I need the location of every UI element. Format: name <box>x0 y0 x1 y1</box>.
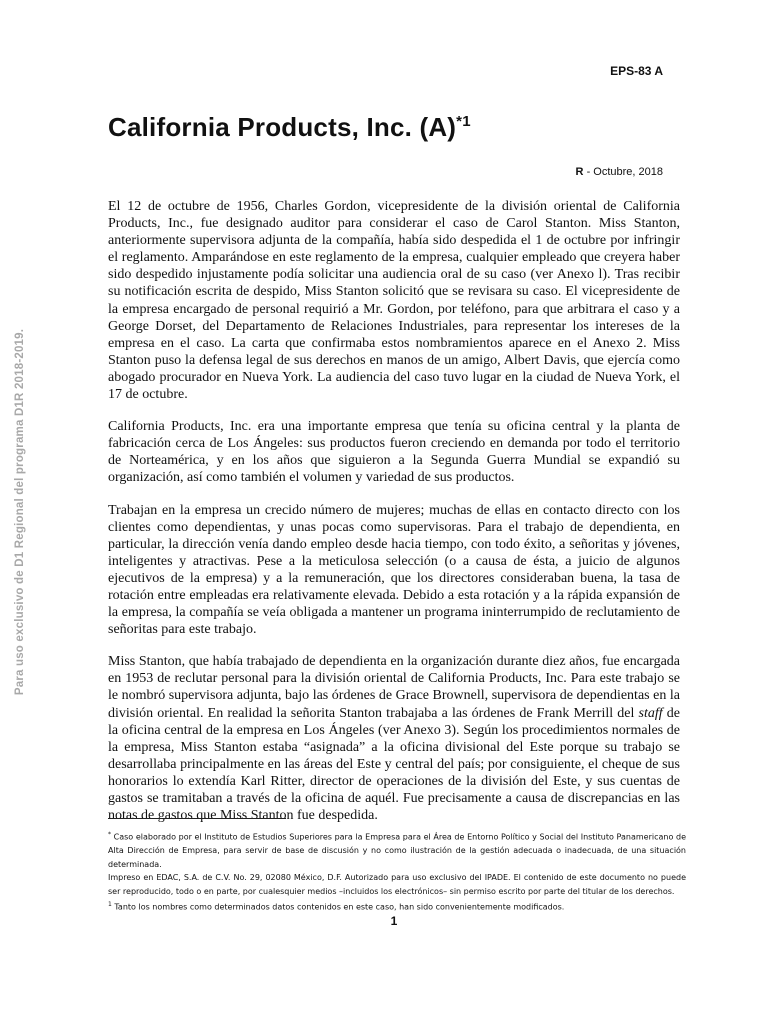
footnote-divider <box>108 818 286 819</box>
footnote-names-text: Tanto los nombres como determinados datos contenidos en este caso, han sido convenientemente modificados. <box>111 902 565 912</box>
footnote-case-text: Caso elaborado por el Instituto de Estudios Superiores para la Empresa para el Área de Entorno Político y Social del Instituto Panamericano de Alta Dirección de Empresa, para servir de base de discusión y no como ilustración de la gestión adecuada o inadecuada, de una situación determinada. <box>108 832 686 869</box>
sidebar-watermark-note: Para uso exclusivo de D1 Regional del programa D1R 2018-2019. <box>14 328 26 696</box>
paragraph-3: Trabajan en la empresa un crecido número de mujeres; muchas de ellas en contacto directo con los clientes como dependientas, y unas pocas como supervisoras. Para el trabajo de dependienta, en particular, la dirección venía dando empleo desde hacia tiempo, con todo éxito, a señoritas y jóvenes, inteligentes y atractivas. Pese a la meticulosa selección (o a causa de ésta, a juicio de algunos ejecutivos de la empresa) y a la remuneración, que los directores consideraban buena, la tasa de rotación entre empleadas era relativamente elevada. Debido a esta rotación y a la rápida expansión de la empresa, la compañía se veía obligada a mantener un programa ininterrumpido de reclutamiento de señoritas para este trabajo. <box>108 502 680 638</box>
document-title <box>108 112 471 143</box>
document-body <box>108 198 680 839</box>
footnote-case <box>108 828 686 871</box>
document-code: EPS-83 A <box>610 64 663 78</box>
staff-italic: staff <box>638 705 663 721</box>
revision-line <box>576 166 663 178</box>
footnotes <box>108 828 686 914</box>
footnote-names <box>108 898 686 914</box>
revision-prefix: R <box>575 166 584 178</box>
revision-date: - Octubre, 2018 <box>586 166 663 178</box>
footnote-case-marker: * <box>108 831 111 838</box>
title-footnote-marker: *1 <box>456 113 471 130</box>
footnote-names-marker: 1 <box>108 901 112 909</box>
title-text: California Products, Inc. (A) <box>108 112 457 142</box>
page-number: 1 <box>390 914 398 928</box>
paragraph-4-part-b: de la oficina central de la empresa en Los Ángeles (ver Anexo 3). Según los procedimientos normales de la empresa, Miss Stanton estaba “asignada” a la oficina divisional del Este porque su trabajo se desarrollaba principalmente en las áreas del Este y central del país; por consiguiente, el cheque de sus honorarios lo extendía Karl Ritter, director de operaciones de la división del Este, y sus cuentas de gastos se tramitaban a través de la oficina de aquél. Fue precisamente a causa de discrepancias en las notas de gastos que Miss Stanton fue despedida. <box>108 705 680 824</box>
paragraph-4 <box>108 653 680 824</box>
paragraph-1: El 12 de octubre de 1956, Charles Gordon, vicepresidente de la división oriental de California Products, Inc., fue designado auditor para considerar el caso de Carol Stanton. Miss Stanton, anteriormente supervisora adjunta de la compañía, había sido despedida el 1 de octubre por infringir el reglamento. Amparándose en este reglamento de la empresa, cualquier empleado que creyera haber sido despedido injustamente podía solicitar una audiencia oral de su caso (ver Anexo l). Tras recibir su notificación escrita de despido, Miss Stanton solicitó que se revisara su caso. El vicepresidente de la empresa encargado de personal requirió a Mr. Gordon, por teléfono, para que arbitrara el caso y a George Dorset, del Departamento de Relaciones Industriales, para representar los intereses de la empresa en el caso. La carta que confirmaba estos nombramientos aparece en el Anexo 2. Miss Stanton puso la defensa legal de sus derechos en manos de un amigo, Albert Davis, que ejercía como abogado procurador en Nueva York. La audiencia del caso tuvo lugar en la ciudad de Nueva York, el 17 de octubre. <box>108 199 680 403</box>
footnote-print: Impreso en EDAC, S.A. de C.V. No. 29, 02080 México, D.F. Autorizado para uso exclusivo del IPADE. El contenido de este documento no puede ser reproducido, todo o en parte, por cualesquier medios –incluidos los electrónicos– sin permiso escrito por parte del titular de los derechos. <box>108 873 686 896</box>
paragraph-2: California Products, Inc. era una importante empresa que tenía su oficina central y la planta de fabricación cerca de Los Ángeles: sus productos fueron creciendo en demanda por todo el territorio de Norteamérica, y en los años que siguieron a la Segunda Guerra Mundial se expandió su organización, así como también el volumen y variedad de sus productos. <box>108 419 680 486</box>
paragraph-4-part-a: Miss Stanton, que había trabajado de dependienta en la organización durante diez años, fue encargada en 1953 de reclutar personal para la división oriental de California Products, Inc. Para este trabajo se le nombró supervisora adjunta, bajo las órdenes de Grace Brownell, supervisora de dependientas en la división oriental. En realidad la señorita Stanton trabajaba a las órdenes de Frank Merrill del <box>108 654 680 721</box>
